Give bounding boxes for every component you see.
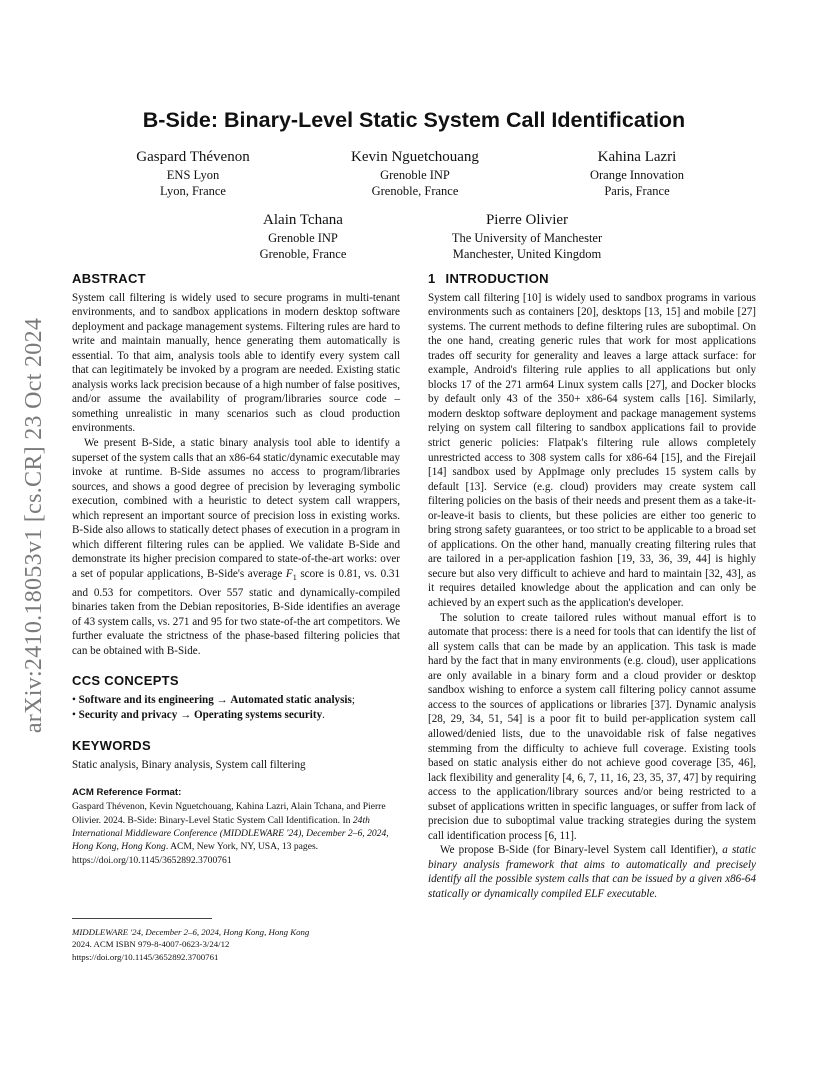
author-2 [285,148,545,199]
arxiv-stamp [18,290,52,760]
author-location: Grenoble, France [259,247,347,261]
footnote-doi: https://doi.org/10.1145/3652892.3700761 [72,951,219,962]
abstract-paragraph-2: We present B-Side, a static binary analysis tool able to identify a superset of the system calls that an x86-64 static/dynamic executable may invoke at runtime. B-Side assumes no access to program/libraries sources, and shows a good degree of precision by leveraging symbolic execution, combined with a heuristic to detect system call wrappers, which represent an important source of precision loss in existing works. B-Side also allows to statically detect phases of execution in a program in which different filtering rules can be applied. We validate B-Side and demonstrate its higher precision compared to state-of-the-art works: over a set of popular applications, B-Side's average $F_1$ score is 0.81, vs. 0.31 and 0.53 for competitors. Over 557 static and dynamically-compiled binaries taken from the Debian repositories, B-Side identifies an average of 43 system calls, vs. 271 and 95 for two state-of-the art competitors. We further evaluate the strictness of the phase-based filtering policies that can be obtained with B-Side. [72,437,400,657]
left-column [72,272,400,867]
keywords-text: Static analysis, Binary analysis, System call filtering [72,758,306,771]
author-affiliation: Orange Innovation [589,168,685,182]
author-name: Gaspard Thévenon [136,149,250,165]
author-affiliation: ENS Lyon [166,168,220,182]
author-1 [63,148,323,199]
intro-paragraph-1: System call filtering [10] is widely used to sandbox programs in various environments such as containers [20], desktops [13, 15] and mobile [27] systems. The current methods to define filtering rules are suboptimal. On the one hand, creating generic rules that work for most applications trades off security for generality and leaves a large attack surface: for example, Android's filtering rule applies to all applications but only blocks 17 of the 271 arm64 Linux system calls [27], and Docker blocks by default only 43 of the 350+ x86-64 system calls [16]. Similarly, modern desktop software deployment and package management systems relying on system call filtering to sandbox applications fail to provide strict generic policies: Flatpak's filtering rule allows completely unrestricted access to 308 system calls for x86-64 [15], and the Firejail [14] sandbox used by AppImage only precludes 15 system calls by default [13]. Service (e.g. cloud) providers may create system call filtering policies on the basis of their needs and present them as a take-it-or-leave-it basis to clients, but these policies are either too generic to bring strong safety guarantees, or too strict to be applicable to a broad set of applications. On the other hand, manually creating filtering rules that are tailored in a per-application fashion [19, 33, 36, 39, 44] is highly secure but also very difficult to achieve and hard to maintain [32, 43], as it requires detailed knowledge about the application and can only be achieved by an expert such as the application's developer. [428,291,756,610]
author-location: Paris, France [604,184,670,198]
keywords-heading: KEYWORDS [72,737,151,753]
intro-paragraph-2: The solution to create tailored rules without manual effort is to automate that process: there is a need for tools that can identify the list of all system calls that can be made by an application. This task is made hard by the fact that in many environments (e.g. cloud), user applications are only available in a binary form and a cloud provider or desktop sandbox wishing to enforce a system call filtering policy cannot assume access to the sources of applications or libraries [37]. Dynamic analysis [28, 29, 34, 51, 54] is a poor fit to build per-application system call allowed/denied lists, due to the unavoidable risk of false negatives stemming from the difficulty to achieve full coverage. Existing tools based on static analysis either do not achieve good coverage [35, 46], lack flexibility and generality [4, 6, 7, 11, 16, 23, 35, 37, 47] by requiring access to the application/library sources and/or being restricted to a subset of applications written in specific languages, or suffer from lack of precision due to suboptimal value tracking strategies during the system call identification process [6, 11]. [428,611,756,842]
footnote-conference: MIDDLEWARE '24, December 2–6, 2024, Hong Kong, Hong Kong [72,927,310,937]
author-name: Pierre Olivier [485,212,569,228]
author-4 [173,211,433,262]
acm-reference [72,786,400,867]
acm-reference-text: Gaspard Thévenon, Kevin Nguetchouang, Kahina Lazri, Alain Tchana, and Pierre Olivier. 2024. B-Side: Binary-Level Static System Call Identification. In 24th International Middleware Conference (MIDDLEWARE '24), December 2–6, 2024, Hong Kong, Hong Kong. ACM, New York, NY, USA, 13 pages. https://doi.org/10.1145/3652892.3700761 [72,801,389,866]
ccs-concept-1: • Software and its engineering → Automated static analysis; [72,693,355,706]
paper-title: B-Side: Binary-Level Static System Call Identification [142,108,686,132]
author-affiliation: Grenoble INP [380,168,450,182]
author-5 [397,211,657,262]
author-location: Manchester, United Kingdom [452,247,602,261]
ccs-heading: CCS CONCEPTS [72,673,179,689]
abstract-heading: ABSTRACT [72,271,146,286]
author-3 [507,148,767,199]
introduction-heading: 1 INTRODUCTION [428,271,549,286]
author-affiliation: Grenoble INP [268,231,338,245]
abstract-paragraph-1: System call filtering is widely used to secure programs in multi-tenant environments, and to sandbox applications in modern desktop software deployment and package management systems. Filtering rules are hard to write and maintain manually, hence generating them automatically is essential. To that aim, analysis tools able to identify every system call that can legitimately be invoked by a program are needed. Existing static analysis works lack precision because of a high number of false positives, and/or assume the availability of program/libraries source code – something unrealistic in many scenarios such as cloud production environments. [72,291,400,435]
author-affiliation: The University of Manchester [451,231,603,245]
author-name: Kahina Lazri [597,149,677,165]
footnote-isbn: 2024. ACM ISBN 979-8-4007-0623-3/24/12 [72,939,230,950]
arxiv-id: arXiv:2410.18053v1 [cs.CR] 23 Oct 2024 [21,317,48,733]
intro-paragraph-3: We propose B-Side (for Binary-level System call Identifier), a static binary analysis framework that aims to automatically and precisely identify all the possible system calls that can be issued by a given x86-64 statically or dynamically compiled ELF executable. [428,844,756,900]
author-location: Grenoble, France [371,184,459,198]
acm-reference-heading: ACM Reference Format: [72,787,182,799]
right-column [428,272,756,902]
author-name: Alain Tchana [263,212,343,228]
author-name: Kevin Nguetchouang [351,149,479,165]
author-location: Lyon, France [160,184,226,198]
footnote [72,926,402,963]
ccs-concept-2: • Security and privacy → Operating systems security. [72,708,325,721]
footnote-rule [72,918,212,919]
